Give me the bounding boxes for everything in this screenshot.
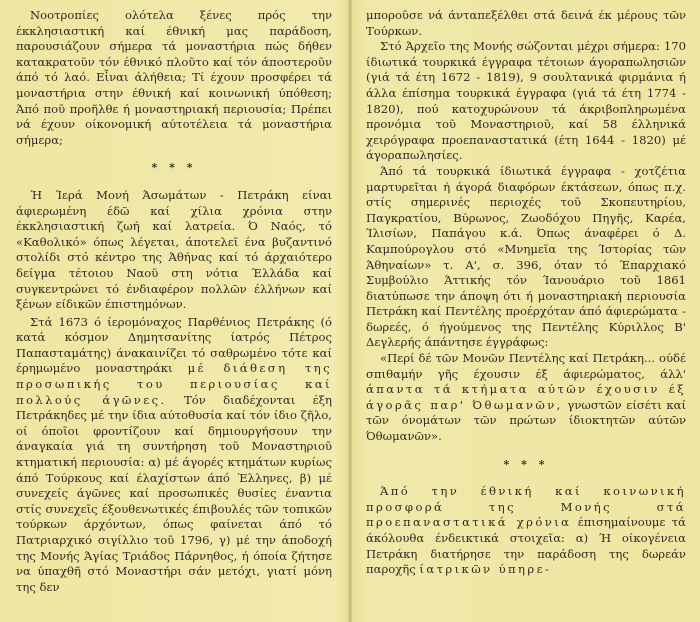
paragraph-turkish-documents: Άπό τά τουρκικά ίδιωτικά έγγραφα - χοτζέτια μαρτυρεῖται ή άγορά διαφόρων έκτάσεων, όπως π.χ. στίς σημερινές περιοχές τοῦ Σκοπευτηρίου, Παγκρατίου, Βύρωνος, Ζωοδόχου Πηγῆς, Καρέα, Ίλισίων, Παπάγου κ.ά. Όπως άναφέρει ό Δ. Καμπούρογλου στό «Μνημεῖα της Ίστορίας τῶν Άθηναίων» τ. Α', σ. 396, όταν τό Έπαρχιακό Συμβούλιο Άττικής τόν Ίανουάριο τοῦ 1861 διατύπωσε την άποψη ότι ή μοναστηριακή περιουσία Πετράκη καί Πεντέλης προέρχόταν άπό άφιερώματα - δωρεές, ό ήγούμενος της Πεντέλης Κύριλλος Β' Δεγλερής άπάντησε έγγράφως:	[366, 163, 686, 350]
spaced-emphasis-text: Άπό την έθνική καί κοινωνική προσφορά της Μονής στά προεπαναστατικά χρόνια	[366, 484, 686, 530]
section-separator-stars: * * *	[151, 161, 197, 175]
paragraph-national-offering	[366, 484, 686, 578]
paragraph-text: Στά 1673 ό ίερομόναχος Παρθένιος Πετράκης (ό κατά κόσμον Δημητσανίτης ίατρός Πέτρος Παπασταμάτης) άνακαινίζει τό σαθρωμένο τότε καί έρημωμένο μοναστηράκι	[16, 314, 332, 376]
section-separator-stars: * * *	[503, 457, 549, 471]
paragraph-text: Τόν διαδέχονται έξη Πετράκηδες μέ την ίδια αύτοθυσία καί τόν ίδιο ζῆλο, οί όποῖοι φροντίζουν καί δημιουργήσουν την άναγκαία γιά τη συντήρηση τοῦ Μοναστηριοῦ κτηματική περιουσία: α) μέ άγορές κτημάτων κυρίως άπό Τούρκους καί έλαχίστων άπό Έλληνες, β) μέ συνεχείς άγῶνες καί προσωπικές θυσίες έναντια στίς συνεχεῖς έξουθενωτικές έπιβουλές τῶν τοπικῶν τούρκων άρχόντων, όπως φαίνεται άπό τό Πατριαρχικό σιγίλλιο τοῦ 1796, γ) μέ την άποδοχή της Μονής Άγίας Τριάδος Πάρνηθος, ή όποία ζήτησε να ύπαχθῆ στό Μοναστήρι σάν μετόχι, γιατί μόνη της δεν	[16, 392, 332, 594]
quote-text: γνωστῶν είσέτι καί τῶν όνομάτων τῶν πρώτων ίδιοκτητῶν αύτῶν Όθωμανῶν».	[366, 397, 686, 444]
paragraph-monastery-history: Ή Ίερά Μονή Άσωμάτων - Πετράκη είναι άφιερωμένη έδῶ καί χίλια χρόνια στην έκκλησιαστική ζωή καί λατρεία. Ό Ναός, τό «Καθολικό» όπως λέγεται, άποτελεῖ ένα βυζαντινό στολίδι στό κέντρο της Άθήνας καί τό άρχαιότερο δείγμα τέτοιου Ναοῦ στη νότια Έλλάδα καί συγκεντρώνει τό ένδιαφέρον πολλῶν έλλήνων καί ξένων είδικῶν έπιστημόνων.	[16, 187, 332, 312]
page-gutter	[348, 0, 352, 622]
left-page-column	[16, 8, 332, 622]
right-page-column	[366, 8, 686, 622]
spaced-emphasis-text: ίατρικῶν ύπηρε-	[419, 562, 552, 577]
paragraph-archive-documents: Στό Άρχεῖο της Μονής σώζονται μέχρι σήμερα: 170 ίδιωτικά τουρκικά έγγραφα τέτοιων άγοραπωλησιῶν (γιά τά έτη 1672 - 1819), 9 σουλτανικά φιρμάνια ή άλλα έπίσημα τουρκικά έγγραφα (γιά τά έτη 1774 - 1820), πού κατοχυρώνουν τά άκριβοπληρωμένα προνόμια τοῦ Μοναστηριοῦ, καί 58 έλληνικά χειρόγραφα προεπαναστατικά (έτη 1644 - 1820) μέ άγοραπωλησίες.	[366, 39, 686, 163]
paragraph-monasteries-question: Νοοτροπίες ολότελα ξένες πρός την έκκλησιαστική καί έθνική μας παράδοση, παρουσιάζουν σήμερα τά μοναστήρια πώς δήθεν κατακρατοῦν τόν έθνικό πλοῦτο καί τόν άποστεροῦν άπό τό λαό. Εἶναι άλήθεια; Τί έχουν προσφέρει τά μοναστήρια στην έθνική καί κοινωνική ύπόθεση; Άπό ποῦ προῆλθε ή μοναστηριακή περιουσία; Πρέπει νά έχουν οίκονομική αύτοτέλεια τά μοναστήρια σήμερα;	[16, 8, 332, 147]
spaced-emphasis-text: άπαντα τά κτήματα αύτῶν έχουσιν έξ άγορᾶς παρ' Όθωμανῶν,	[366, 382, 686, 412]
paragraph-parthenios-petrakis	[16, 315, 332, 596]
paragraph-text: έπισημαίνουμε τά άκόλουθα ένδεικτικά στοιχεῖα: α) Ή οίκογένεια Πετράκη διατήρησε την παράδοση της δωρεάν παροχῆς	[366, 515, 686, 577]
paragraph-continuation: μποροῦσε νά άνταπεξέλθει στά δεινά έκ μέρους τῶν Τούρκων.	[366, 8, 686, 38]
paragraph-quotation	[366, 351, 686, 445]
quote-text: «Περί δέ τῶν Μονῶν Πεντέλης καί Πετράκη... ούδέ σπιθαμήν γῆς έχουσιν έξ άφιερώματος, άλλ'	[366, 351, 686, 381]
spaced-emphasis-text: μέ διάθεση της προσωπικής του περιουσίας καί πολλούς άγῶνες.	[16, 361, 332, 407]
